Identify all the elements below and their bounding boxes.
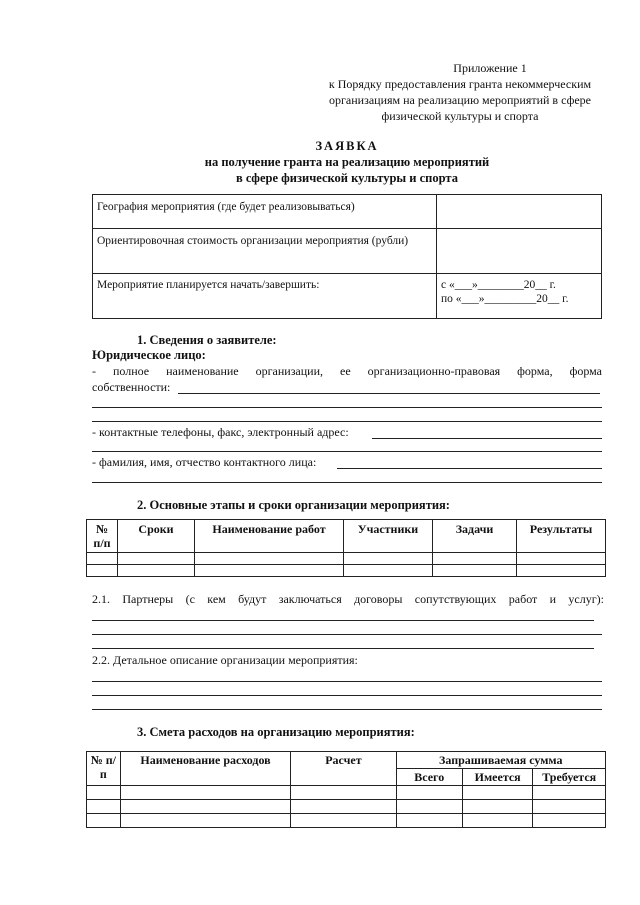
table-cell[interactable] (120, 814, 291, 828)
table-cell[interactable] (517, 565, 606, 577)
column-header: Наименование работ (195, 520, 344, 553)
geography-value-cell[interactable] (437, 195, 602, 229)
table-row (93, 195, 602, 229)
description-input-line[interactable] (92, 681, 602, 682)
table-cell[interactable] (462, 800, 532, 814)
document-title: ЗАЯВКА (315, 139, 379, 153)
stages-table (86, 519, 606, 577)
table-cell[interactable] (396, 814, 462, 828)
table-cell[interactable] (462, 786, 532, 800)
end-date-text: по «___»_________20__ г. (441, 293, 569, 305)
contacts-label: - контактные телефоны, факс, электронный адрес: (92, 425, 349, 439)
column-header: Всего (396, 769, 462, 786)
table-cell[interactable] (195, 553, 344, 565)
column-header: Результаты (517, 520, 606, 553)
table-cell[interactable] (344, 565, 433, 577)
table-cell[interactable] (87, 814, 121, 828)
org-name-input-line[interactable] (92, 421, 602, 422)
table-cell[interactable] (87, 800, 121, 814)
table-cell[interactable] (87, 553, 118, 565)
document-title-block (92, 138, 602, 186)
section2-heading: 2. Основные этапы и сроки организации мероприятия: (137, 498, 450, 512)
appendix-header (300, 60, 620, 124)
table-cell[interactable] (195, 565, 344, 577)
table-cell[interactable] (87, 786, 121, 800)
table-cell[interactable] (433, 565, 517, 577)
table-cell[interactable] (533, 800, 606, 814)
table-cell[interactable] (533, 814, 606, 828)
org-name-input-line[interactable] (92, 407, 602, 408)
org-name-label-cont: собственности: (92, 380, 171, 394)
partners-label: 2.1. Партнеры (с кем будут заключаться договоры сопутствующих работ и услуг): (92, 592, 604, 606)
contacts-input-line[interactable] (92, 451, 602, 452)
cost-label: Ориентировочная стоимость организации мероприятия (рубли) (93, 229, 437, 274)
table-cell[interactable] (291, 786, 396, 800)
column-header: Имеется (462, 769, 532, 786)
column-header: Участники (344, 520, 433, 553)
table-row (87, 565, 606, 577)
table-cell[interactable] (533, 786, 606, 800)
contacts-input-line[interactable] (372, 438, 602, 439)
description-label: 2.2. Детальное описание организации мероприятия: (92, 653, 358, 667)
appendix-line: организациям на реализацию мероприятий в сфере (329, 93, 591, 107)
org-name-label: - полное наименование организации, ее организационно-правовая форма, форма (92, 364, 602, 378)
table-cell[interactable] (291, 814, 396, 828)
partners-input-line[interactable] (92, 648, 594, 649)
section1-heading: 1. Сведения о заявителе: (137, 333, 277, 347)
appendix-title: Приложение 1 (453, 61, 527, 75)
table-cell[interactable] (120, 786, 291, 800)
table-row (87, 553, 606, 565)
table-cell[interactable] (344, 553, 433, 565)
column-header: Требуется (533, 769, 606, 786)
column-header: Расчет (291, 752, 396, 786)
table-cell[interactable] (118, 565, 195, 577)
table-cell[interactable] (396, 786, 462, 800)
org-name-input-line[interactable] (178, 393, 600, 394)
partners-input-line[interactable] (92, 634, 602, 635)
document-subtitle: на получение гранта на реализацию мероприятий (204, 155, 490, 169)
dates-value-cell[interactable] (437, 274, 602, 319)
legal-entity-heading: Юридическое лицо: (92, 348, 206, 362)
column-header: Задачи (433, 520, 517, 553)
section3-heading: 3. Смета расходов на организацию мероприятия: (137, 725, 415, 739)
budget-table (86, 751, 606, 828)
table-cell[interactable] (118, 553, 195, 565)
dates-label: Мероприятие планируется начать/завершить: (93, 274, 437, 319)
contact-person-input-line[interactable] (337, 468, 602, 469)
table-cell[interactable] (396, 800, 462, 814)
table-cell[interactable] (517, 553, 606, 565)
table-cell[interactable] (87, 565, 118, 577)
contact-person-input-line[interactable] (92, 482, 602, 483)
event-info-table (92, 194, 602, 319)
table-cell[interactable] (433, 553, 517, 565)
table-cell[interactable] (462, 814, 532, 828)
appendix-line: физической культуры и спорта (381, 109, 539, 123)
column-header: № п/п (87, 752, 121, 786)
table-row (93, 229, 602, 274)
table-row (87, 786, 606, 800)
partners-input-line[interactable] (92, 620, 594, 621)
column-header: № п/п (87, 520, 118, 553)
column-header: Запрашиваемая сумма (396, 752, 605, 769)
table-cell[interactable] (291, 800, 396, 814)
description-input-line[interactable] (92, 695, 602, 696)
geography-label: География мероприятия (где будет реализовываться) (93, 195, 437, 229)
column-header: Сроки (118, 520, 195, 553)
start-date-text: с «___»________20__ г. (441, 279, 556, 291)
table-row (87, 814, 606, 828)
appendix-line: к Порядку предоставления гранта некоммерческим (328, 77, 592, 91)
column-header: Наименование расходов (120, 752, 291, 786)
cost-value-cell[interactable] (437, 229, 602, 274)
table-header-row (87, 520, 606, 553)
table-cell[interactable] (120, 800, 291, 814)
table-row (87, 800, 606, 814)
description-input-line[interactable] (92, 709, 602, 710)
table-row (93, 274, 602, 319)
table-header-row (87, 752, 606, 769)
document-subtitle: в сфере физической культуры и спорта (236, 171, 458, 185)
contact-person-label: - фамилия, имя, отчество контактного лица: (92, 455, 317, 469)
